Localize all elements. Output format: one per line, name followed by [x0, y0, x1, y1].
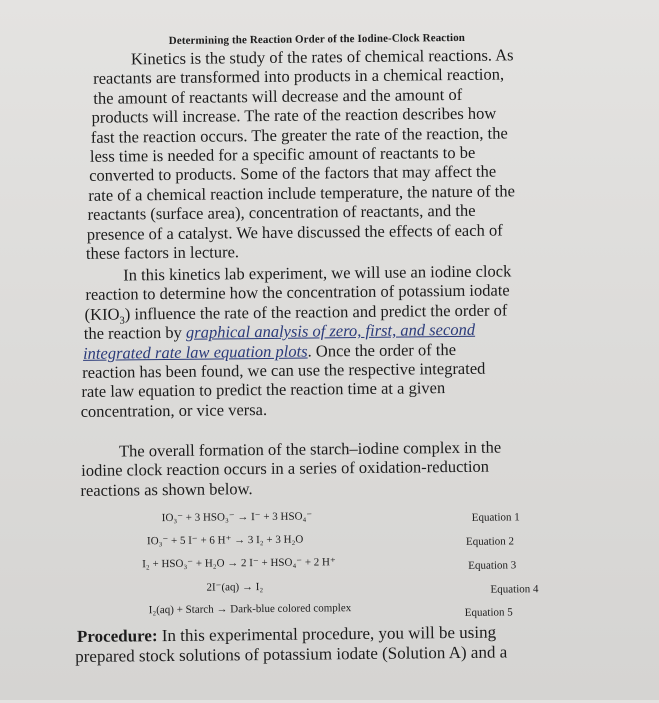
- procedure-section: [77, 622, 507, 667]
- text-fragment: In this experimental procedure, you will be using: [157, 622, 497, 646]
- equation-4-label: Equation 4: [490, 583, 539, 596]
- text-line: Kinetics is the study of the rates of chemical reactions. As: [130, 45, 514, 69]
- equation-5: I₂(aq) + Starch → Dark-blue colored complex: [148, 602, 352, 617]
- text-line: iodine clock reaction occurs in a series of oxidation-reduction: [81, 457, 490, 481]
- procedure-heading: Procedure:: [76, 626, 158, 646]
- text-fragment: (KIO: [84, 304, 120, 324]
- text-line: converted to products. Some of the factors that may affect the: [89, 161, 497, 186]
- text-line: reactants are transformed into products in a chemical reaction,: [93, 64, 505, 89]
- equation-2: IO₃⁻ + 5 I⁻ + 6 H⁺ → 3 I₂ + 3 H₂O: [146, 533, 304, 548]
- paragraph-starch-iodine: [81, 438, 502, 501]
- rate-law-plots-link-cont[interactable]: integrated rate law equation plots: [82, 341, 308, 363]
- text-line: reaction has been found, we can use the respective integrated: [82, 358, 486, 382]
- equation-3-label: Equation 3: [468, 559, 517, 572]
- text-line: reactions as shown below.: [80, 478, 253, 500]
- text-line: reactants (surface area), concentration of reactants, and the: [87, 201, 476, 225]
- text-line: In this kinetics lab experiment, we will use an iodine clock: [123, 261, 512, 285]
- text-fragment: the reaction by: [83, 323, 187, 344]
- text-line: rate law equation to predict the reaction time at a given: [81, 378, 446, 402]
- subscript: 3: [119, 314, 125, 327]
- equation-4: 2I⁻(aq) → I₂: [206, 581, 264, 594]
- equation-1: IO₃⁻ + 3 HSO₃⁻ → I⁻ + 3 HSO₄⁻: [161, 510, 313, 525]
- text-line: reaction to determine how the concentration of potassium iodate: [85, 280, 510, 305]
- text-line: products will increase. The rate of the reaction describes how: [91, 103, 497, 128]
- text-line: rate of a chemical reaction include temperature, the nature of the: [88, 181, 515, 205]
- text-line: prepared stock solutions of potassium iodate (Solution A) and a: [75, 642, 508, 666]
- text-line: concentration, or vice versa.: [80, 399, 268, 421]
- text-line: presence of a catalyst. We have discussed the effects of each of: [86, 220, 503, 244]
- rate-law-plots-link[interactable]: graphical analysis of zero, first, and second: [185, 320, 476, 343]
- text-line: the amount of reactants will decrease and the amount of: [93, 84, 463, 108]
- text-line: The overall formation of the starch–iodine complex in the: [118, 437, 502, 461]
- text-fragment: . Once the order of the: [307, 339, 457, 361]
- text-line: less time is needed for a specific amount of reactants to be: [89, 142, 476, 166]
- equation-1-label: Equation 1: [471, 511, 520, 524]
- equation-5-label: Equation 5: [464, 606, 513, 619]
- equation-2-label: Equation 2: [465, 535, 515, 548]
- equation-3: I₂ + HSO₃⁻ + H₂O → 2 I⁻ + HSO₄⁻ + 2 H⁺: [142, 556, 336, 571]
- text-line: these factors in lecture.: [85, 242, 240, 263]
- text-fragment: ) influence the rate of the reaction and predict the order of: [124, 300, 508, 324]
- text-line: fast the reaction occurs. The greater the rate of the reaction, the: [90, 123, 508, 147]
- paragraph-kinetics-intro: [85, 45, 516, 263]
- document-title: Determining the Reaction Order of the Iodine-Clock Reaction: [168, 31, 466, 47]
- paragraph-lab-purpose: [80, 261, 513, 421]
